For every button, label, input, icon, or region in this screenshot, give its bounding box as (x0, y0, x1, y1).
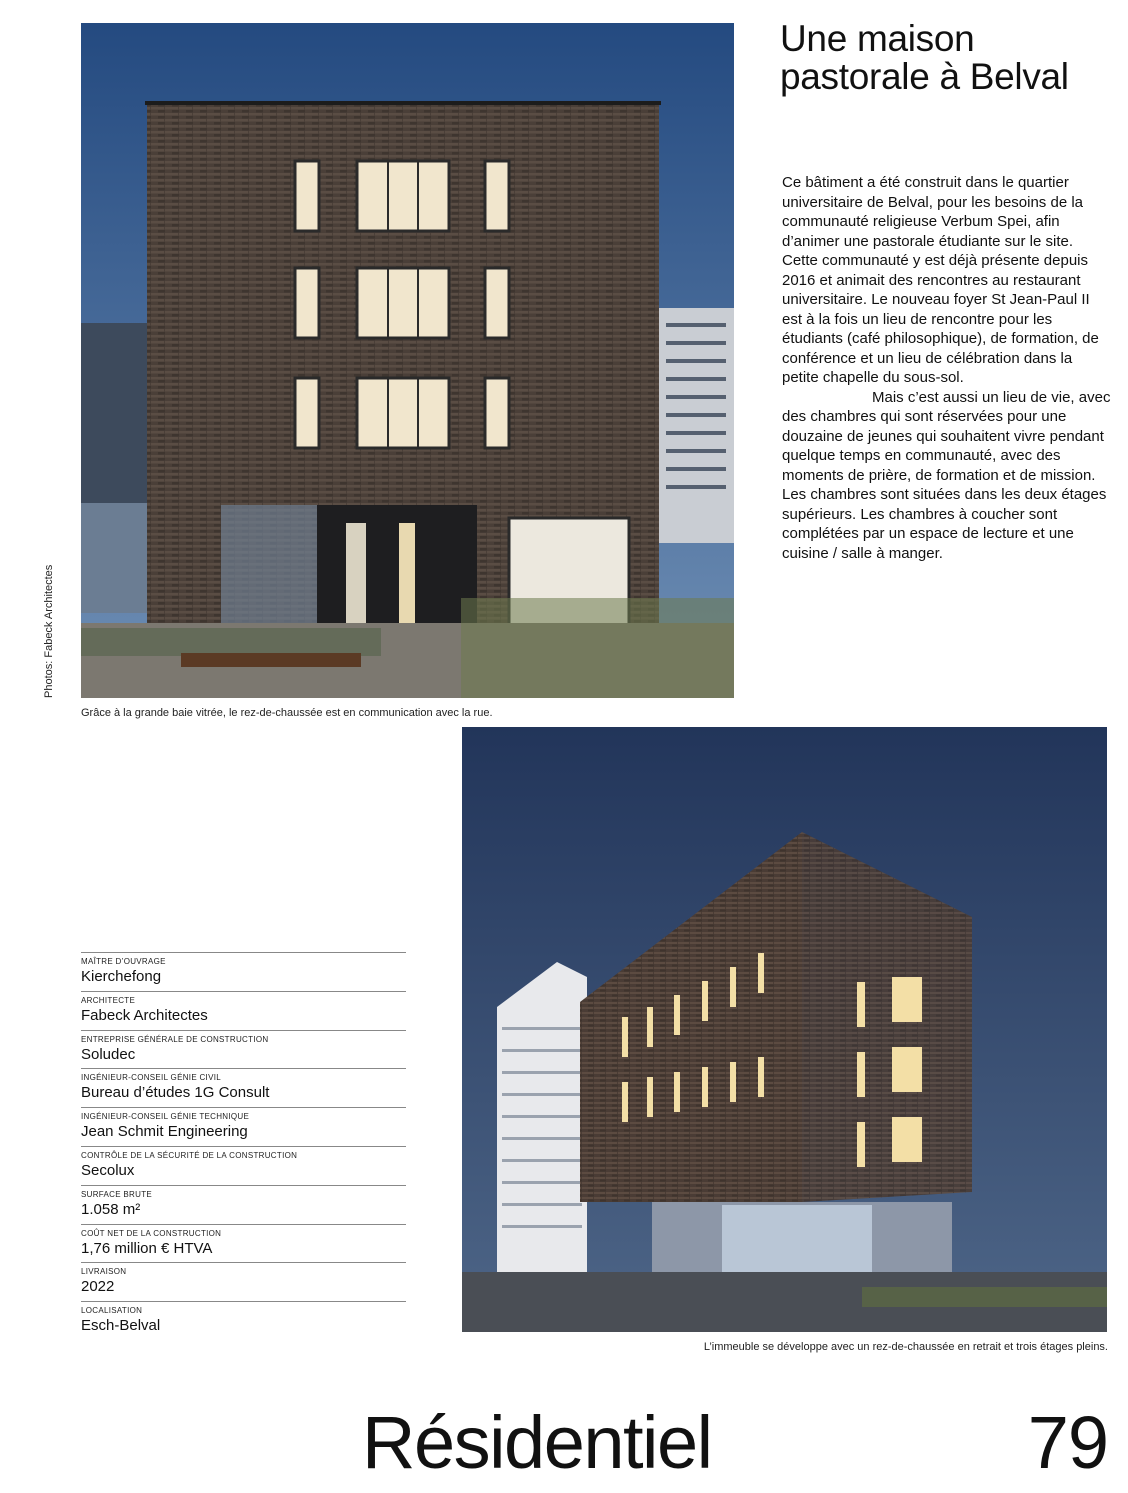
project-credits (81, 952, 406, 1340)
credit-label: MAÎTRE D’OUVRAGE (81, 957, 166, 966)
credit-value: Fabeck Architectes (81, 1006, 208, 1024)
credit-label: CONTRÔLE DE LA SÉCURITÉ DE LA CONSTRUCTION (81, 1150, 298, 1160)
credit-label: INGÉNIEUR-CONSEIL GÉNIE CIVIL (81, 1073, 221, 1083)
credit-label: ENTREPRISE GÉNÉRALE DE CONSTRUCTION (81, 1034, 269, 1044)
credit-row (81, 991, 406, 1030)
building-corner-photo (462, 727, 1107, 1332)
credit-value: Secolux (81, 1161, 135, 1179)
section-title: Résidentiel (362, 1401, 712, 1484)
photo-credit: Photos: Fabeck Architectes (43, 564, 55, 698)
credit-row (81, 1107, 406, 1146)
credit-value: Jean Schmit Engineering (81, 1123, 248, 1141)
credit-row (81, 1185, 406, 1224)
credit-row (81, 1146, 406, 1185)
article-body (782, 173, 1112, 563)
article-paragraph: Mais c’est aussi un lieu de vie, avec des chambres qui sont réservées pour une douzaine de jeunes qui souhaitent vivre pendant quelque temps en communauté, avec des moments de prière, de formation et de mission. Les chambres sont situées dans les deux étages supérieurs. Les chambres à coucher sont complétées par un espace de lecture et une cuisine / salle à manger. (782, 388, 1111, 562)
article-title: Une maison pastorale à Belval (780, 18, 1069, 97)
page-number: 79 (1027, 1401, 1108, 1484)
photo-caption-front: Grâce à la grande baie vitrée, le rez-de-chaussée est en communication avec la rue. (81, 707, 493, 719)
credit-row (81, 1262, 406, 1301)
credit-row (81, 1030, 406, 1069)
credit-label: SURFACE BRUTE (81, 1189, 153, 1199)
credit-row (81, 1224, 406, 1263)
building-front-photo (81, 23, 734, 698)
article-paragraph: Ce bâtiment a été construit dans le quartier universitaire de Belval, pour les besoins de la communauté religieuse Verbum Spei, afin d’animer une pastorale étudiante sur le site. Cette communauté y est déjà présente depuis 2016 et animait des rencontres au restaurant universitaire. Le nouveau foyer St Jean-Paul II est à la fois un lieu de rencontre pour les étudiants (café philosophique), de formation, de conférence et un lieu de célébration dans la petite chapelle du sous-sol. (782, 174, 1099, 386)
credit-value: Bureau d’études 1G Consult (81, 1084, 270, 1102)
credit-value: 2022 (81, 1278, 115, 1296)
credit-value: Kierchefong (81, 968, 162, 985)
credit-row (81, 952, 406, 991)
credit-row (81, 1068, 406, 1107)
credit-label: COÛT NET DE LA CONSTRUCTION (81, 1228, 222, 1238)
credit-value: Soludec (81, 1045, 136, 1063)
credit-value: 1,76 million € HTVA (81, 1239, 213, 1257)
credit-label: LIVRAISON (81, 1267, 127, 1277)
credit-label: ARCHITECTE (81, 995, 136, 1005)
credit-row (81, 1301, 406, 1340)
credit-value: 1.058 m² (81, 1200, 141, 1218)
credit-label: INGÉNIEUR-CONSEIL GÉNIE TECHNIQUE (81, 1112, 250, 1122)
credit-label: LOCALISATION (81, 1306, 143, 1316)
photo-caption-corner: L’immeuble se développe avec un rez-de-chaussée en retrait et trois étages pleins. (703, 1341, 1108, 1353)
credit-value: Esch-Belval (81, 1317, 161, 1335)
